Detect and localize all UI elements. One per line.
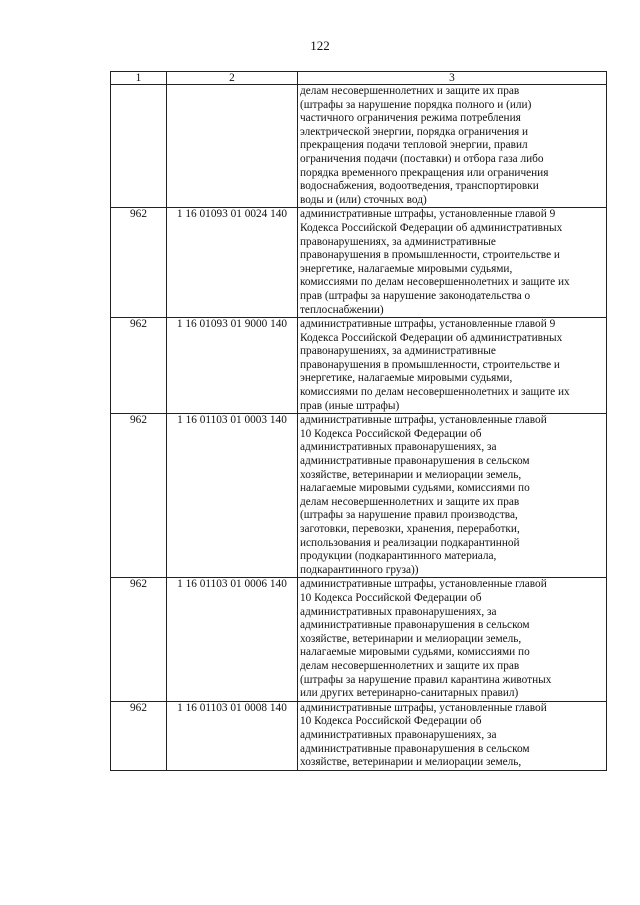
table-body <box>111 85 607 771</box>
description-line: административные правонарушения в сельском <box>300 619 530 632</box>
description-line: частичного ограничения режима потребления <box>300 112 521 125</box>
description-line: прав (иные штрафы) <box>300 399 400 412</box>
column-header-1: 1 <box>111 72 167 85</box>
description-line: хозяйстве, ветеринарии и мелиорации земель, <box>300 632 522 645</box>
description-line: административные штрафы, установленные главой 9 <box>300 208 556 221</box>
description-line: прав (штрафы за нарушение законодательства о <box>300 289 531 302</box>
table-row <box>111 318 607 414</box>
budget-codes-table <box>110 71 607 771</box>
description-line: использования и реализации подкарантинной <box>300 536 520 549</box>
description-line: административных правонарушениях, за <box>300 605 497 618</box>
column-header-2: 2 <box>167 72 298 85</box>
description-line: правонарушениях, за административные <box>300 345 496 358</box>
description-line: Кодекса Российской Федерации об административных <box>300 221 563 234</box>
description-line: ограничения подачи (поставки) и отбора газа либо <box>300 152 544 165</box>
description-line: налагаемые мировыми судьями, комиссиями по <box>300 482 530 495</box>
description-line: 10 Кодекса Российской Федерации об <box>300 427 482 440</box>
admin-code-cell: 962 <box>111 208 167 318</box>
description-line: делам несовершеннолетних и защите их прав <box>300 659 520 672</box>
description-line: 10 Кодекса Российской Федерации об <box>300 591 482 604</box>
description-line: прекращения подачи тепловой энергии, правил <box>300 139 528 152</box>
description-line: административные штрафы, установленные главой 9 <box>300 318 556 331</box>
description-line: административные штрафы, установленные главой <box>300 414 547 427</box>
budget-code-cell: 1 16 01103 01 0008 140 <box>167 701 298 770</box>
description-line: хозяйстве, ветеринарии и мелиорации земель, <box>300 468 522 481</box>
description-line: административные штрафы, установленные главой <box>300 578 547 591</box>
budget-code-cell: 1 16 01103 01 0006 140 <box>167 578 298 701</box>
budget-code-cell: 1 16 01093 01 0024 140 <box>167 208 298 318</box>
description-line: продукции (подкарантинного материала, <box>300 550 497 563</box>
description-line: делам несовершеннолетних и защите их прав <box>300 85 520 97</box>
description-line: комиссиями по делам несовершеннолетних и защите их <box>300 386 570 399</box>
description-line: хозяйстве, ветеринарии и мелиорации земель, <box>300 756 522 769</box>
description-line: административные правонарушения в сельском <box>300 455 530 468</box>
description-line: воды и (или) сточных вод) <box>300 193 427 206</box>
admin-code-cell: 962 <box>111 318 167 414</box>
description-line: (штрафы за нарушение правил карантина животных <box>300 673 552 686</box>
description-cell <box>298 208 607 318</box>
admin-code-cell: 962 <box>111 414 167 578</box>
description-line: комиссиями по делам несовершеннолетних и защите их <box>300 276 570 289</box>
description-line: электрической энергии, порядка ограничения и <box>300 125 529 138</box>
table-row <box>111 85 607 208</box>
description-line: подкарантинного груза)) <box>300 563 419 576</box>
description-line: (штрафы за нарушение правил производства, <box>300 509 518 522</box>
description-line: Кодекса Российской Федерации об административных <box>300 331 563 344</box>
description-cell <box>298 701 607 770</box>
table-row <box>111 414 607 578</box>
page-number: 122 <box>310 38 330 53</box>
description-cell <box>298 578 607 701</box>
admin-code-cell: 962 <box>111 701 167 770</box>
description-line: правонарушения в промышленности, строительстве и <box>300 249 560 262</box>
description-line: административных правонарушениях, за <box>300 441 497 454</box>
table-row <box>111 208 607 318</box>
description-line: или других ветеринарно-санитарных правил) <box>300 687 519 700</box>
description-line: заготовки, перевозки, хранения, переработки, <box>300 523 520 535</box>
description-line: водоснабжения, водоотведения, транспортировки <box>300 180 539 193</box>
description-line: административных правонарушениях, за <box>300 728 497 741</box>
description-line: теплоснабжении) <box>300 303 384 316</box>
description-line: административные штрафы, установленные главой <box>300 701 547 714</box>
admin-code-cell <box>111 85 167 208</box>
description-cell <box>298 414 607 578</box>
description-line: административные правонарушения в сельском <box>300 742 530 755</box>
description-line: (штрафы за нарушение порядка полного и (или) <box>300 98 532 111</box>
budget-code-cell <box>167 85 298 208</box>
table-row <box>111 701 607 770</box>
description-line: налагаемые мировыми судьями, комиссиями по <box>300 646 530 659</box>
description-line: энергетике, налагаемые мировыми судьями, <box>300 372 513 385</box>
description-line: энергетике, налагаемые мировыми судьями, <box>300 262 513 275</box>
admin-code-cell: 962 <box>111 578 167 701</box>
description-cell <box>298 85 607 208</box>
description-cell <box>298 318 607 414</box>
column-header-3: 3 <box>298 72 607 85</box>
description-line: правонарушения в промышленности, строительстве и <box>300 358 560 371</box>
description-line: 10 Кодекса Российской Федерации об <box>300 715 482 728</box>
description-line: делам несовершеннолетних и защите их прав <box>300 495 520 508</box>
budget-code-cell: 1 16 01093 01 9000 140 <box>167 318 298 414</box>
table-header-row <box>111 72 607 85</box>
description-line: правонарушениях, за административные <box>300 235 496 248</box>
description-line: порядка временного прекращения или ограничения <box>300 166 549 179</box>
budget-code-cell: 1 16 01103 01 0003 140 <box>167 414 298 578</box>
table-row <box>111 578 607 701</box>
